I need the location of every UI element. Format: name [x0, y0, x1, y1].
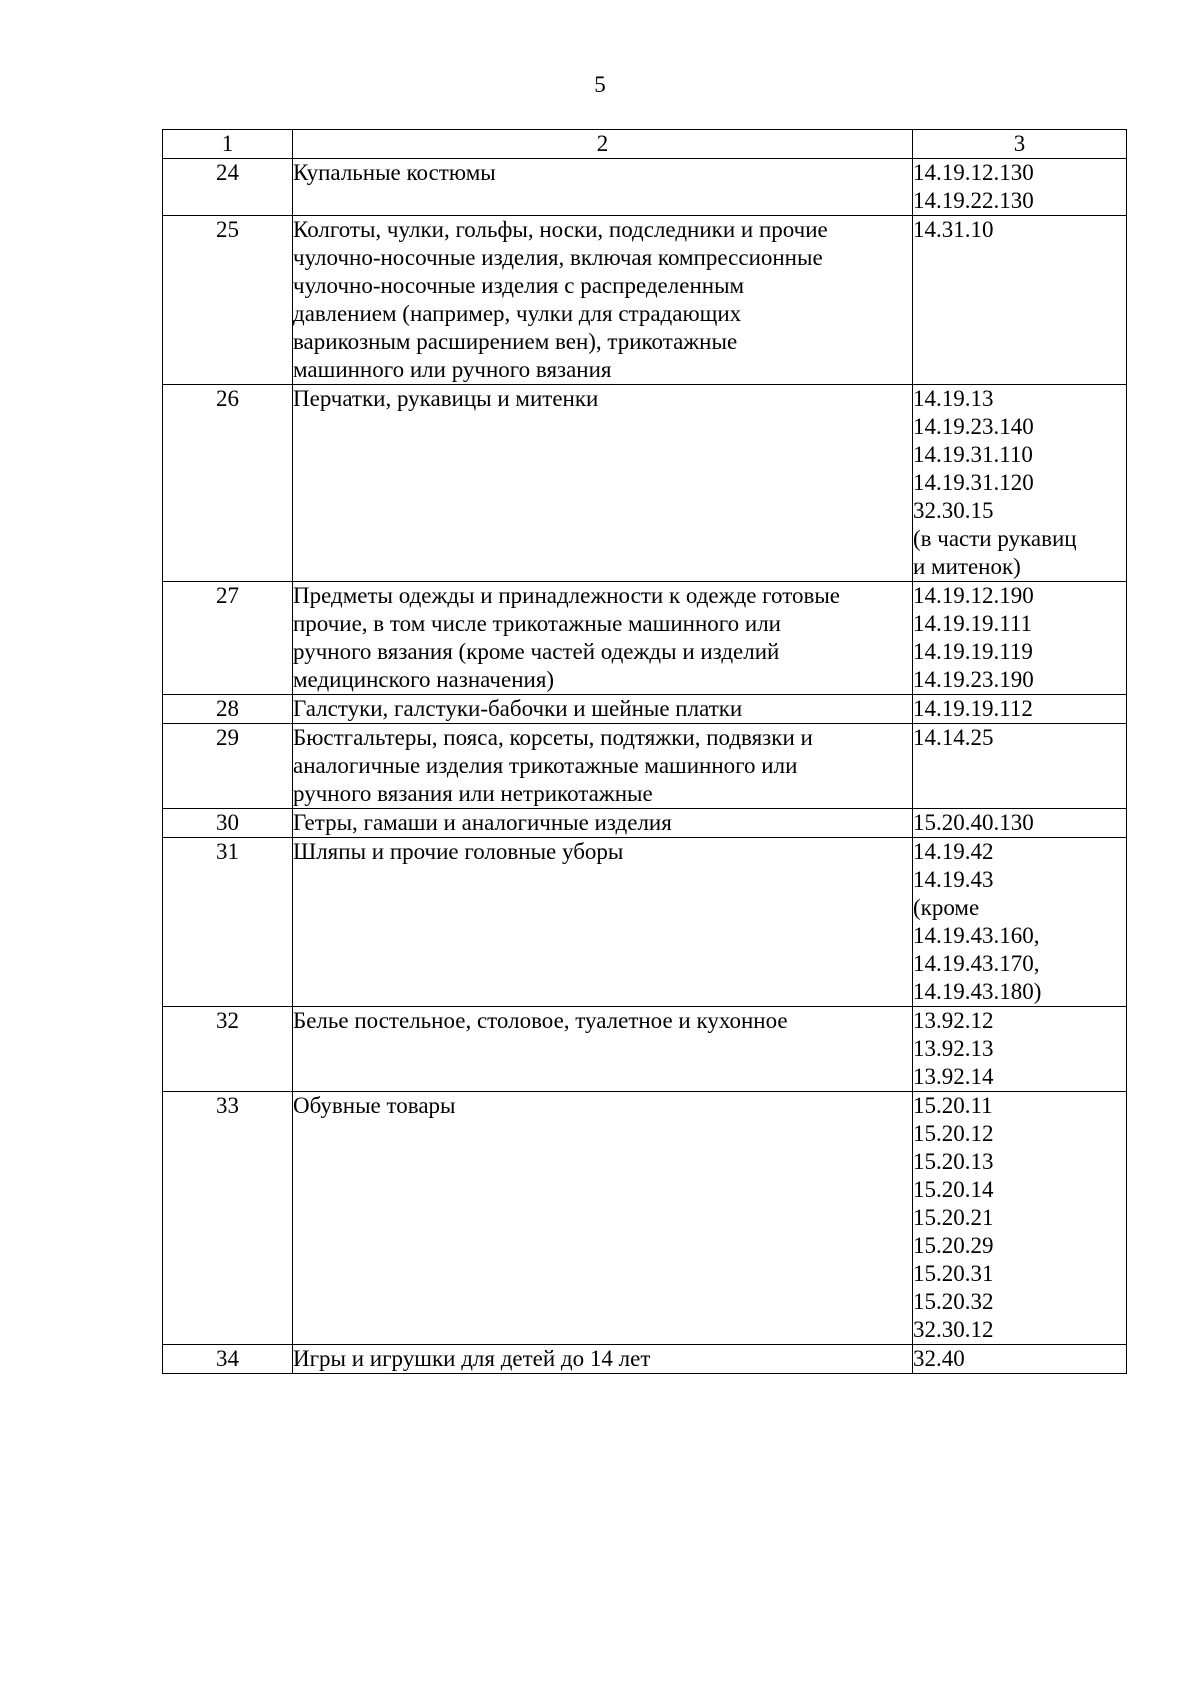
goods-table	[162, 129, 1127, 1374]
okpd-code: 15.20.13	[913, 1149, 994, 1174]
product-name-line: Гетры, гамаши и аналогичные изделия	[293, 810, 672, 835]
product-name-line: Обувные товары	[293, 1093, 456, 1118]
okpd-code: 14.19.43.170,	[913, 951, 1040, 976]
okpd-codes	[913, 1092, 1127, 1345]
okpd-code: 15.20.40.130	[913, 810, 1034, 835]
okpd-code: 14.19.13	[913, 386, 994, 411]
table-row	[163, 1092, 1127, 1345]
okpd-code: 14.19.19.119	[913, 639, 1033, 664]
okpd-codes	[913, 159, 1127, 216]
okpd-codes	[913, 1345, 1127, 1374]
product-name	[293, 1092, 913, 1345]
okpd-code: 13.92.12	[913, 1008, 994, 1033]
okpd-code: 14.19.31.110	[913, 442, 1033, 467]
okpd-code: 14.19.43	[913, 867, 994, 892]
okpd-code: (в части рукавиц	[913, 526, 1077, 551]
product-name	[293, 385, 913, 582]
product-name-line: чулочно-носочные изделия с распределенным	[293, 273, 745, 298]
product-name	[293, 216, 913, 385]
product-name-line: варикозным расширением вен), трикотажные	[293, 329, 738, 354]
product-name-line: аналогичные изделия трикотажные машинного или	[293, 753, 798, 778]
header-col-3: 3	[913, 130, 1127, 159]
row-number: 24	[163, 159, 293, 216]
row-number: 34	[163, 1345, 293, 1374]
okpd-codes	[913, 695, 1127, 724]
header-row	[163, 130, 1127, 159]
okpd-code: 14.19.43.160,	[913, 923, 1040, 948]
product-name-line: Белье постельное, столовое, туалетное и кухонное	[293, 1008, 788, 1033]
product-name-line: машинного или ручного вязания	[293, 357, 612, 382]
product-name-line: ручного вязания (кроме частей одежды и изделий	[293, 639, 780, 664]
okpd-codes	[913, 1007, 1127, 1092]
row-number: 29	[163, 724, 293, 809]
product-name-line: Бюстгальтеры, пояса, корсеты, подтяжки, подвязки и	[293, 725, 813, 750]
okpd-codes	[913, 216, 1127, 385]
okpd-code: 14.19.43.180)	[913, 979, 1042, 1004]
row-number: 31	[163, 838, 293, 1007]
table-row	[163, 695, 1127, 724]
product-name	[293, 1345, 913, 1374]
okpd-code: 15.20.31	[913, 1261, 994, 1286]
okpd-code: 13.92.14	[913, 1064, 994, 1089]
okpd-code: 14.19.19.111	[913, 611, 1033, 636]
okpd-code: 14.19.12.190	[913, 583, 1034, 608]
row-number: 30	[163, 809, 293, 838]
table-row	[163, 216, 1127, 385]
product-name-line: медицинского назначения)	[293, 667, 555, 692]
okpd-code: 13.92.13	[913, 1036, 994, 1061]
okpd-codes	[913, 809, 1127, 838]
table-row	[163, 724, 1127, 809]
product-name-line: чулочно-носочные изделия, включая компрессионные	[293, 245, 823, 270]
okpd-code: 14.19.31.120	[913, 470, 1034, 495]
page-number: 5	[594, 72, 606, 97]
okpd-code: 15.20.14	[913, 1177, 994, 1202]
okpd-codes	[913, 724, 1127, 809]
row-number: 25	[163, 216, 293, 385]
okpd-code: 14.19.42	[913, 839, 994, 864]
product-name-line: прочие, в том числе трикотажные машинного или	[293, 611, 781, 636]
okpd-code: 14.14.25	[913, 725, 994, 750]
okpd-codes	[913, 838, 1127, 1007]
product-name	[293, 695, 913, 724]
okpd-codes	[913, 582, 1127, 695]
okpd-code: 14.19.12.130	[913, 160, 1034, 185]
product-name	[293, 838, 913, 1007]
header-col-1: 1	[163, 130, 293, 159]
okpd-code: 15.20.11	[913, 1093, 993, 1118]
table-row	[163, 385, 1127, 582]
product-name	[293, 809, 913, 838]
okpd-code: 32.40	[913, 1346, 965, 1371]
product-name	[293, 724, 913, 809]
product-name-line: Шляпы и прочие головные уборы	[293, 839, 624, 864]
product-name-line: Галстуки, галстуки-бабочки и шейные платки	[293, 696, 743, 721]
okpd-code: 14.19.19.112	[913, 696, 1033, 721]
row-number: 26	[163, 385, 293, 582]
product-name	[293, 159, 913, 216]
product-name-line: Игры и игрушки для детей до 14 лет	[293, 1346, 651, 1371]
product-name-line: давлением (например, чулки для страдающих	[293, 301, 742, 326]
okpd-code: 15.20.29	[913, 1233, 994, 1258]
okpd-codes	[913, 385, 1127, 582]
table-row	[163, 838, 1127, 1007]
okpd-code: 32.30.15	[913, 498, 994, 523]
product-name-line: Купальные костюмы	[293, 160, 496, 185]
table-row	[163, 809, 1127, 838]
okpd-code: 32.30.12	[913, 1317, 994, 1342]
table-body	[163, 159, 1127, 1374]
okpd-code: 15.20.21	[913, 1205, 994, 1230]
row-number: 33	[163, 1092, 293, 1345]
okpd-code: 14.19.23.140	[913, 414, 1034, 439]
product-name-line: ручного вязания или нетрикотажные	[293, 781, 653, 806]
header-col-2: 2	[293, 130, 913, 159]
table-row	[163, 1345, 1127, 1374]
okpd-code: (кроме	[913, 895, 980, 920]
product-name-line: Предметы одежды и принадлежности к одежде готовые	[293, 583, 841, 608]
okpd-code: 14.19.23.190	[913, 667, 1034, 692]
row-number: 32	[163, 1007, 293, 1092]
okpd-code: 14.19.22.130	[913, 188, 1034, 213]
table-row	[163, 582, 1127, 695]
product-name	[293, 1007, 913, 1092]
row-number: 28	[163, 695, 293, 724]
okpd-code: 14.31.10	[913, 217, 994, 242]
okpd-code: 15.20.32	[913, 1289, 994, 1314]
product-name-line: Колготы, чулки, гольфы, носки, подследники и прочие	[293, 217, 828, 242]
table-row	[163, 1007, 1127, 1092]
okpd-code: и митенок)	[913, 554, 1021, 579]
product-name-line: Перчатки, рукавицы и митенки	[293, 386, 599, 411]
okpd-code: 15.20.12	[913, 1121, 994, 1146]
product-name	[293, 582, 913, 695]
table-row	[163, 159, 1127, 216]
row-number: 27	[163, 582, 293, 695]
